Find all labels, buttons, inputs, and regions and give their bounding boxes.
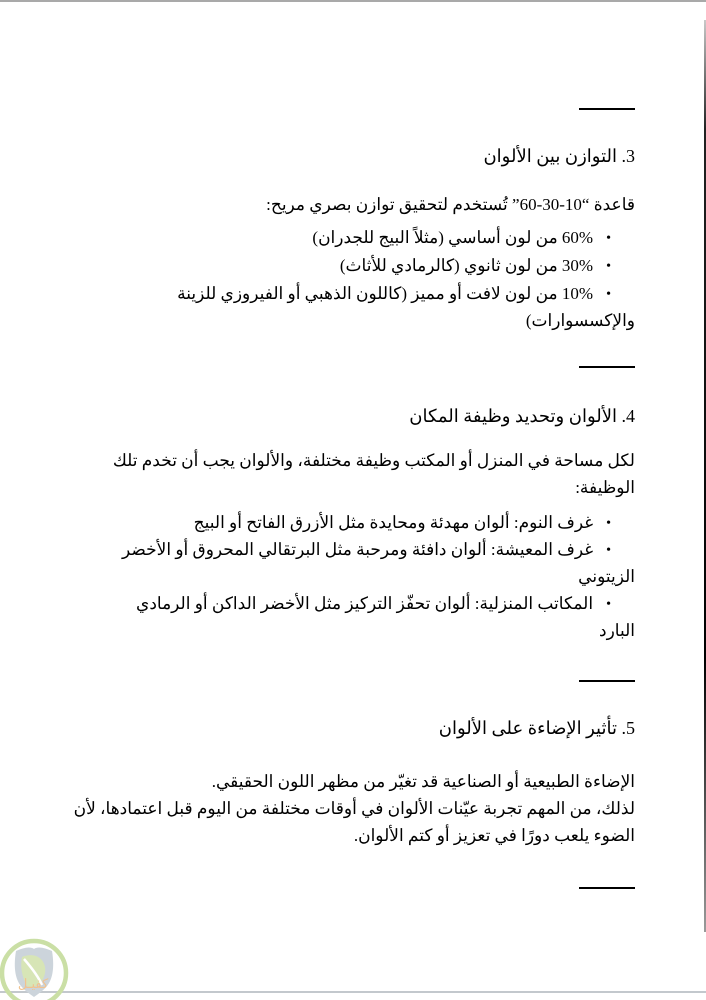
section-5-heading: 5. تأثير الإضاءة على الألوان (438, 718, 635, 738)
section-4-bullet-2-wrap: الزيتوني (578, 567, 635, 586)
section-4-bullet-3-wrap: البارد (599, 621, 635, 640)
bullet-icon: • (606, 259, 611, 274)
bullet-icon: • (606, 287, 611, 302)
bullet-text: غرف النوم: ألوان مهدئة ومحايدة مثل الأزرق الفاتح أو البيج (193, 513, 594, 532)
bullet-text: 60% من لون أساسي (مثلاً البيج للجدران) (312, 228, 594, 247)
watermark-label: كفيـل (17, 976, 49, 991)
bullet-text: غرف المعيشة: ألوان دافئة ومرحبة مثل البرتقالي المحروق أو الأخضر (122, 540, 594, 559)
section-4-intro-line-1: لكل مساحة في المنزل أو المكتب وظيفة مختلفة، والألوان يجب أن تخدم تلك (112, 451, 635, 470)
bullet-icon: • (606, 543, 611, 558)
bullet-icon: • (606, 516, 611, 531)
section-3-heading: 3. التوازن بين الألوان (483, 146, 635, 166)
bullet-text: 10% من لون لافت أو مميز (كاللون الذهبي أو الفيروزي للزينة (177, 284, 594, 303)
section-4-bullet-2 (122, 538, 611, 563)
section-separator-3 (579, 680, 635, 682)
section-3-bullet-1 (312, 226, 611, 251)
section-3-bullet-2 (340, 254, 611, 279)
section-4-bullet-1 (194, 511, 611, 536)
page-bottom-edge (0, 991, 706, 993)
section-4-intro-line-2: الوظيفة: (575, 478, 635, 497)
section-5-paragraph-line-2: لذلك، من المهم تجربة عيّنات الألوان في أوقات مختلفة من اليوم قبل اعتمادها، لأن (73, 799, 635, 818)
section-3-bullet-3-wrap: والإكسسوارات) (525, 311, 635, 330)
bullet-icon: • (606, 597, 611, 612)
section-5-paragraph-line-3: الضوء يلعب دورًا في تعزيز أو كتم الألوان. (353, 826, 635, 845)
section-5-paragraph-line-1: الإضاءة الطبيعية أو الصناعية قد تغيّر من مظهر اللون الحقيقي. (211, 772, 635, 791)
section-4-heading: 4. الألوان وتحديد وظيفة المكان (409, 406, 635, 426)
bullet-icon: • (606, 231, 611, 246)
section-4-bullet-3 (136, 592, 611, 617)
page-top-edge (0, 0, 706, 2)
section-3-intro-line: قاعدة “10-30-60” تُستخدم لتحقيق توازن بصري مريح: (266, 195, 635, 214)
bullet-text: المكاتب المنزلية: ألوان تحفّز التركيز مثل الأخضر الداكن أو الرمادي (136, 594, 594, 613)
section-separator-2 (579, 366, 635, 368)
bullet-text: 30% من لون ثانوي (كالرمادي للأثاث) (339, 256, 594, 275)
section-3-bullet-3 (177, 282, 611, 307)
section-separator-1 (579, 108, 635, 110)
section-separator-4 (579, 887, 635, 889)
